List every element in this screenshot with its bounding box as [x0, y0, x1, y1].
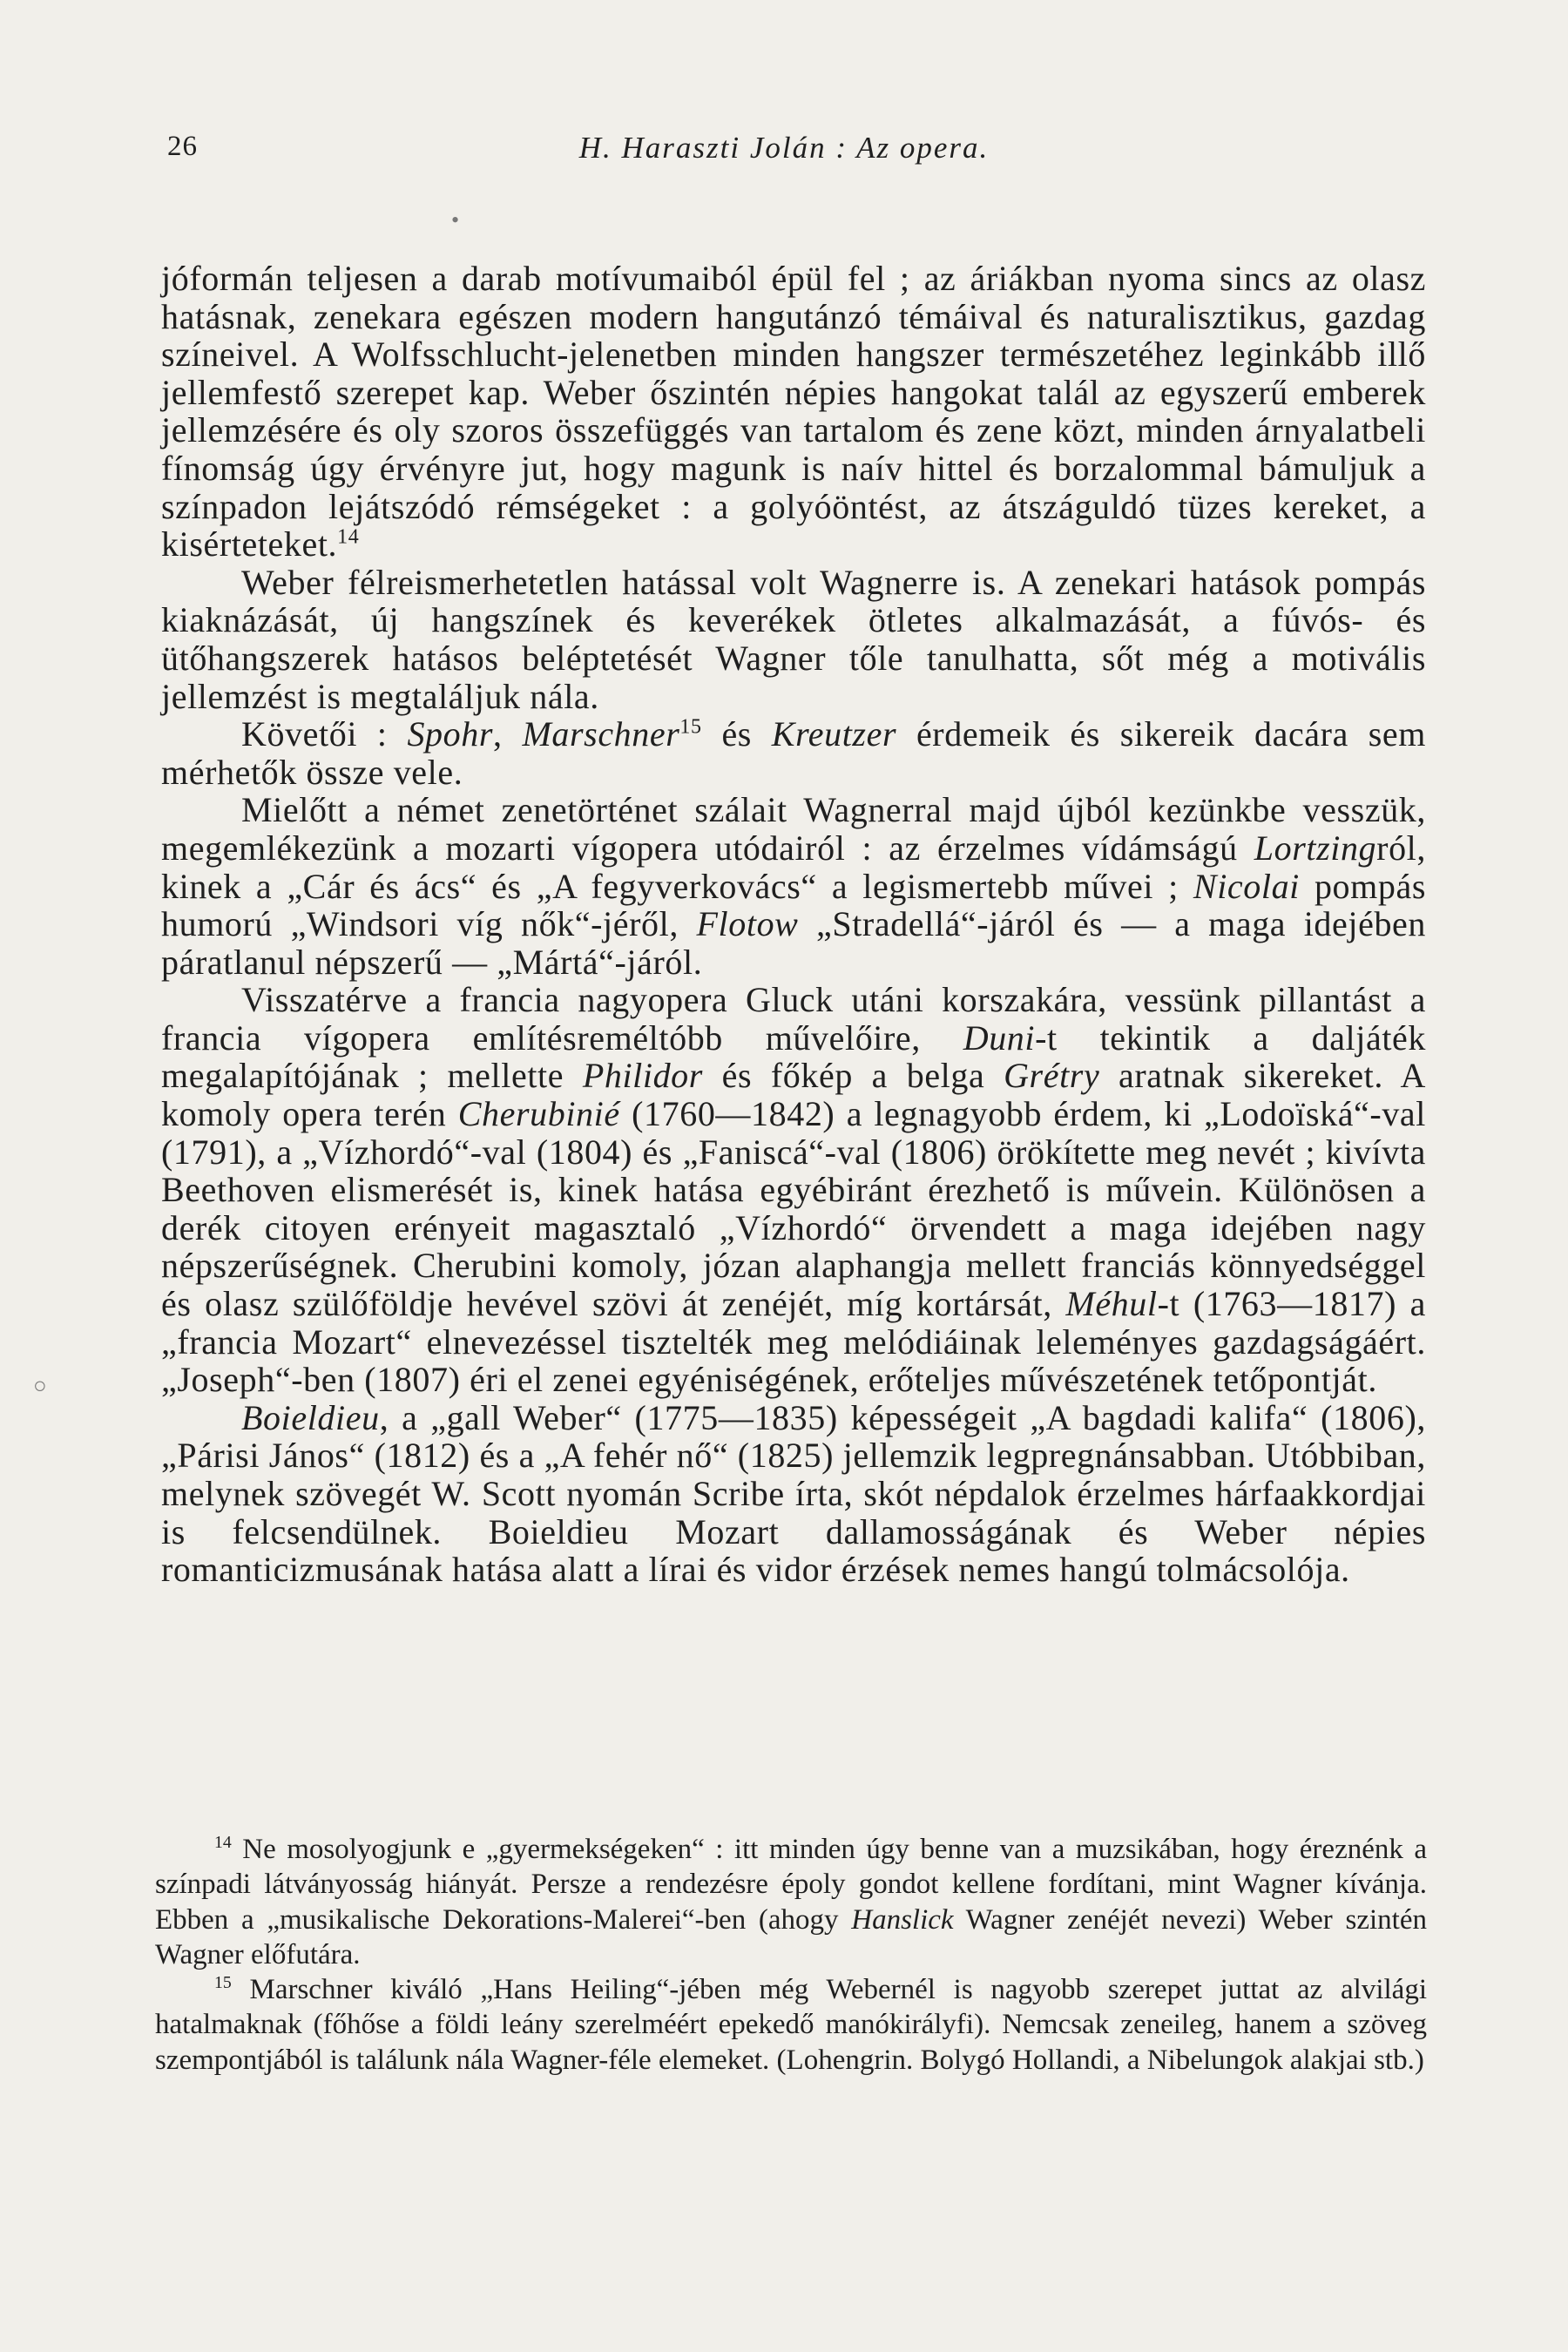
footnote-15-number: 15 — [214, 1973, 232, 1993]
p5-t3: és főkép a belga — [702, 1056, 1004, 1096]
paragraph-3 — [161, 715, 1426, 791]
p3-mid: és — [701, 714, 772, 754]
p3-sep: , — [493, 714, 523, 754]
p4-t3: pompás humorú „Windsori víg nők“-jéről, — [161, 866, 1426, 944]
running-title: H. Haraszti Jolán : Az opera. — [578, 131, 990, 165]
footnote-15-text: Marschner kiváló „Hans Heiling“-jében még Webernél is nagyobb szerepet juttat az alvilági hatalmaknak (főhőse a földi leány szerelméért epekedő manókirályfi). Nemcsak zeneileg, hanem a szöveg szempontjából is találunk nála Wagner-féle elemeket. (Lohengrin. Bolygó Hollandi, a Nibelungok alakjai stb.) — [155, 1974, 1427, 2076]
composer-mehul: Méhul — [1065, 1284, 1158, 1324]
composer-cherubini: Cherubinié — [457, 1094, 620, 1134]
p5-t5: (1760—1842) a legnagyobb érdem, ki „Lodoïská“-val (1791), a „Vízhordó“-val (1804) és „Faniscá“-val (1806) örökítette meg nevét ; kivívta Beethoven elismerését is, kinek hatása egyébiránt érezhető is művein. Különösen a derék citoyen erényeit magasztaló „Vízhordó“ örvendett a maga idejében nagy népszerűségnek. Cherubini komoly, józan alaphangja mellett franciás könnyedséggel és olasz szülőföldje hevével szövi át zenéjét, míg kortársát, — [161, 1094, 1426, 1324]
p5-t2: -t tekintik a daljáték megalapítójának ; mellette — [161, 1017, 1426, 1096]
paragraph-1-text: jóformán teljesen a darab motívumaiból épül fel ; az áriákban nyoma sincs az olasz hatásnak, zenekara egészen modern hangutánzó témáival és naturalisztikus, gazdag színeivel. A Wolfsschlucht-jelenetben minden hangszer természetéhez leginkább illő jellemfestő szerepet kap. Weber őszintén népies hangokat talál az egyszerű emberek jellemzésére és oly szoros összefüggés van tartalom és zene közt, minden árnyalatbeli fínomság úgy érvényre jut, hogy magunk is naív hittel és borzalommal bámuljuk a színpadon lejátszódó rémségeket : a golyóöntést, az átszáguldó tüzes kereket, a kisérteteket. — [161, 259, 1426, 564]
footnote-14-t1: Ne mosolyogjunk e „gyermekségeken“ : itt minden úgy benne van a muzsikában, hogy éreznénk a színpadi látványosság hiányát. Persze a rendezésre époly gondot kellene fordítani, mint Wagner kívánja. Ebben a „musikalische Dekorations-Malerei“-ben (ahogy — [155, 1834, 1427, 1936]
paragraph-1 — [161, 260, 1426, 564]
composer-kreutzer: Kreutzer — [771, 714, 897, 754]
composer-flotow: Flotow — [696, 904, 799, 944]
footnote-ref-14[interactable]: 14 — [337, 525, 360, 549]
footnotes — [155, 1832, 1427, 2078]
paragraph-5 — [161, 981, 1426, 1399]
composer-spohr: Spohr — [407, 714, 494, 754]
p4-t2: ról, kinek a „Cár és ács“ és „A fegyverkovács“ a legismertebb művei ; — [161, 828, 1426, 906]
author-hanslick: Hanslick — [851, 1903, 954, 1936]
composer-duni: Duni — [963, 1017, 1036, 1058]
main-text — [161, 260, 1426, 1589]
p3-rest: érdemeik és sikereik dacára sem mérhetők össze vele. — [161, 714, 1426, 792]
footnote-14-number: 14 — [214, 1833, 232, 1852]
paragraph-4 — [161, 791, 1426, 981]
margin-mark: ○ — [33, 1373, 47, 1398]
print-speck: • — [451, 207, 460, 233]
composer-lortzing: Lortzing — [1254, 828, 1377, 868]
footnote-ref-15[interactable]: 15 — [679, 715, 702, 739]
footnote-15 — [155, 1972, 1427, 2078]
composer-gretry: Grétry — [1004, 1056, 1100, 1096]
p3-lead: Követői : — [241, 714, 408, 754]
p5-t1: Visszatérve a francia nagyopera Gluck utáni korszakára, vessünk pillantást a francia vígopera említésreméltóbb művelőire, — [161, 980, 1426, 1058]
composer-marschner: Marschner — [522, 714, 680, 754]
footnote-14-t2: Wagner zenéjét nevezi) Weber szintén Wagner előfutára. — [155, 1903, 1427, 1970]
p4-t4: „Stradellá“-járól és — a maga idejében páratlanul népszerű — „Mártá“-járól. — [161, 904, 1426, 982]
paragraph-6 — [161, 1399, 1426, 1589]
p4-t1: Mielőtt a német zenetörténet szálait Wagnerral majd újból kezünkbe vesszük, megemlékezünk a mozarti vígopera utódairól : az érzelmes vídámságú — [161, 790, 1426, 868]
composer-nicolai: Nicolai — [1193, 866, 1300, 906]
footnote-14 — [155, 1832, 1427, 1972]
p5-t4: aratnak sikereket. A komoly opera terén — [161, 1056, 1426, 1134]
page-number: 26 — [167, 131, 198, 162]
p6-t1: , a „gall Weber“ (1775—1835) képességeit „A bagdadi kalifa“ (1806), „Párisi János“ (1812) és a „A fehér nő“ (1825) jellemzik legpregnánsabban. Utóbbiban, melynek szövegét W. Scott nyomán Scribe írta, skót népdalok érzelmes hárfaakkordjai is felcsendülnek. Boieldieu Mozart dallamosságának és Weber népies romanticizmusának hatása alatt a lírai és vidor érzések nemes hangú tolmácsolója. — [161, 1397, 1426, 1590]
composer-boieldieu: Boieldieu — [241, 1397, 380, 1437]
p5-t6: -t (1763—1817) a „francia Mozart“ elnevezéssel tisztelték meg melódiáinak leleményes gazdagságáért. „Joseph“-ben (1807) éri el zenei egyéniségének, erőteljes művészetének tetőpontját. — [161, 1284, 1426, 1400]
paragraph-2: Weber félreismerhetetlen hatással volt Wagnerre is. A zenekari hatások pompás kiaknázását, új hangszínek és keverékek ötletes alkalmazását, a fúvós- és ütőhangszerek hatásos beléptetését Wagner tőle tanulhatta, sőt még a motivális jellemzést is megtaláljuk nála. — [161, 562, 1426, 716]
composer-philidor: Philidor — [582, 1056, 703, 1096]
